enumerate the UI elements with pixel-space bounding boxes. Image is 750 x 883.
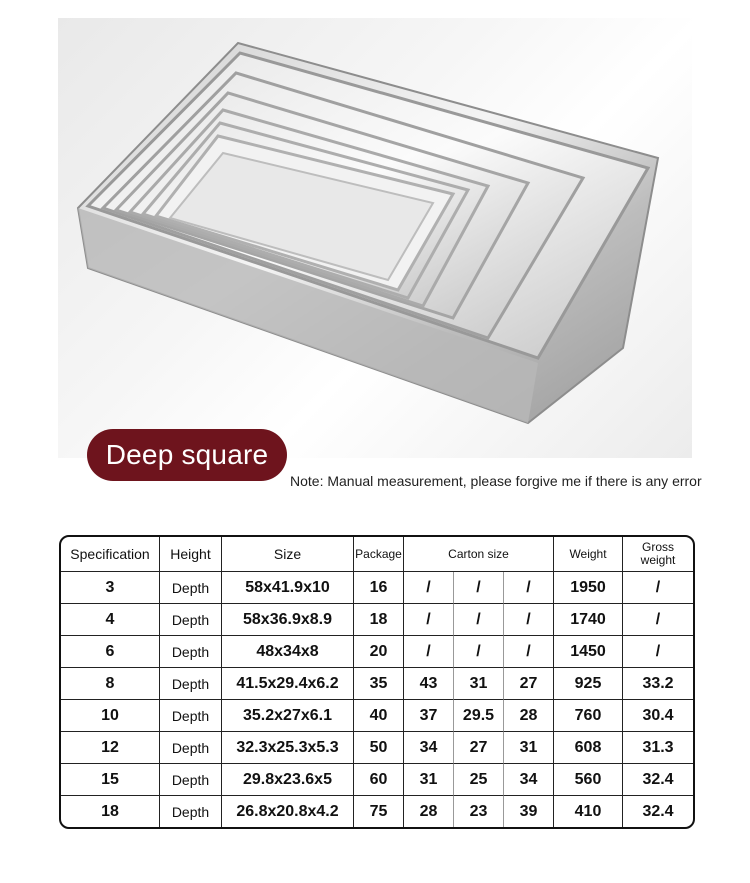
cell-c2: / bbox=[454, 636, 504, 668]
cell-size: 35.2x27x6.1 bbox=[222, 700, 354, 732]
cell-spec: 12 bbox=[61, 732, 160, 764]
cell-package: 75 bbox=[354, 796, 404, 827]
cell-gross: 30.4 bbox=[623, 700, 693, 732]
cell-spec: 8 bbox=[61, 668, 160, 700]
cell-spec: 6 bbox=[61, 636, 160, 668]
cell-size: 41.5x29.4x6.2 bbox=[222, 668, 354, 700]
cell-c3: 31 bbox=[504, 732, 554, 764]
cell-height: Depth bbox=[160, 732, 222, 764]
cell-weight: 410 bbox=[554, 796, 623, 827]
header-carton-size: Carton size bbox=[404, 537, 554, 572]
stacked-trays-illustration bbox=[58, 18, 692, 458]
cell-package: 20 bbox=[354, 636, 404, 668]
cell-spec: 4 bbox=[61, 604, 160, 636]
cell-c2: 27 bbox=[454, 732, 504, 764]
cell-weight: 925 bbox=[554, 668, 623, 700]
cell-gross: 32.4 bbox=[642, 802, 674, 820]
cell-c2: / bbox=[454, 604, 504, 636]
cell-package: 40 bbox=[354, 700, 404, 732]
cell-c2: 23 bbox=[454, 796, 504, 827]
cell-weight: 1950 bbox=[554, 572, 623, 604]
table-row bbox=[61, 604, 693, 636]
header-size: Size bbox=[222, 537, 354, 572]
cell-c1: 31 bbox=[404, 764, 454, 796]
cell-package: 35 bbox=[354, 668, 404, 700]
cell-height: Depth bbox=[160, 636, 222, 668]
cell-c1: / bbox=[404, 572, 454, 604]
cell-package: 60 bbox=[354, 764, 404, 796]
header-weight: Weight bbox=[554, 537, 623, 572]
table-row bbox=[61, 700, 693, 732]
cell-spec: 3 bbox=[61, 572, 160, 604]
cell-c3: 34 bbox=[504, 764, 554, 796]
cell-size: 58x36.9x8.9 bbox=[222, 604, 354, 636]
table-row bbox=[61, 636, 693, 668]
cell-gross: 33.2 bbox=[623, 668, 693, 700]
cell-c3: 39 bbox=[504, 796, 554, 827]
cell-weight: 560 bbox=[554, 764, 623, 796]
cell-c3: / bbox=[504, 604, 554, 636]
cell-c3: 28 bbox=[504, 700, 554, 732]
header-specification: Specification bbox=[61, 537, 160, 572]
cell-height: Depth bbox=[160, 764, 222, 796]
cell-c1: 43 bbox=[404, 668, 454, 700]
cell-c3: / bbox=[504, 572, 554, 604]
cell-spec: 15 bbox=[61, 764, 160, 796]
measurement-note: Note: Manual measurement, please forgive me if there is any error bbox=[290, 473, 702, 489]
cell-size: 26.8x20.8x4.2 bbox=[222, 796, 354, 827]
cell-size: 29.8x23.6x5 bbox=[222, 764, 354, 796]
product-photo bbox=[58, 18, 692, 458]
table-row bbox=[61, 796, 693, 827]
cell-height: Depth bbox=[160, 668, 222, 700]
cell-gross: / bbox=[623, 572, 693, 604]
cell-c2: / bbox=[454, 572, 504, 604]
cell-height: Depth bbox=[160, 572, 222, 604]
table-row bbox=[61, 732, 693, 764]
table-row bbox=[61, 572, 693, 604]
cell-weight: 760 bbox=[554, 700, 623, 732]
cell-c1: / bbox=[404, 604, 454, 636]
cell-package: 50 bbox=[354, 732, 404, 764]
cell-height: Depth bbox=[160, 796, 222, 827]
deep-square-badge: Deep square bbox=[87, 429, 287, 481]
cell-c1: / bbox=[404, 636, 454, 668]
header-gross-weight: Gross weight bbox=[623, 537, 693, 572]
cell-gross: / bbox=[623, 636, 693, 668]
header-package: Package bbox=[354, 537, 404, 572]
table-row bbox=[61, 764, 693, 796]
cell-size: 32.3x25.3x5.3 bbox=[222, 732, 354, 764]
cell-c1: 34 bbox=[404, 732, 454, 764]
cell-size: 48x34x8 bbox=[222, 636, 354, 668]
cell-height: Depth bbox=[160, 604, 222, 636]
cell-c3: 27 bbox=[504, 668, 554, 700]
cell-height: Depth bbox=[160, 700, 222, 732]
cell-c2: 29.5 bbox=[454, 700, 504, 732]
cell-package: 18 bbox=[354, 604, 404, 636]
specification-table bbox=[59, 535, 695, 829]
cell-size: 58x41.9x10 bbox=[222, 572, 354, 604]
cell-package: 16 bbox=[354, 572, 404, 604]
cell-weight: 1740 bbox=[554, 604, 623, 636]
cell-weight: 608 bbox=[554, 732, 623, 764]
cell-gross: 32.4 bbox=[623, 764, 693, 796]
cell-gross: 31.3 bbox=[623, 732, 693, 764]
table-row bbox=[61, 668, 693, 700]
cell-c2: 25 bbox=[454, 764, 504, 796]
cell-c1: 37 bbox=[404, 700, 454, 732]
cell-spec: 18 bbox=[61, 796, 160, 827]
cell-spec: 10 bbox=[61, 700, 160, 732]
cell-c1: 28 bbox=[404, 796, 454, 827]
cell-c3: / bbox=[504, 636, 554, 668]
table-header-row bbox=[61, 537, 693, 572]
cell-gross: / bbox=[623, 604, 693, 636]
cell-weight: 1450 bbox=[554, 636, 623, 668]
header-height: Height bbox=[160, 537, 222, 572]
cell-c2: 31 bbox=[454, 668, 504, 700]
